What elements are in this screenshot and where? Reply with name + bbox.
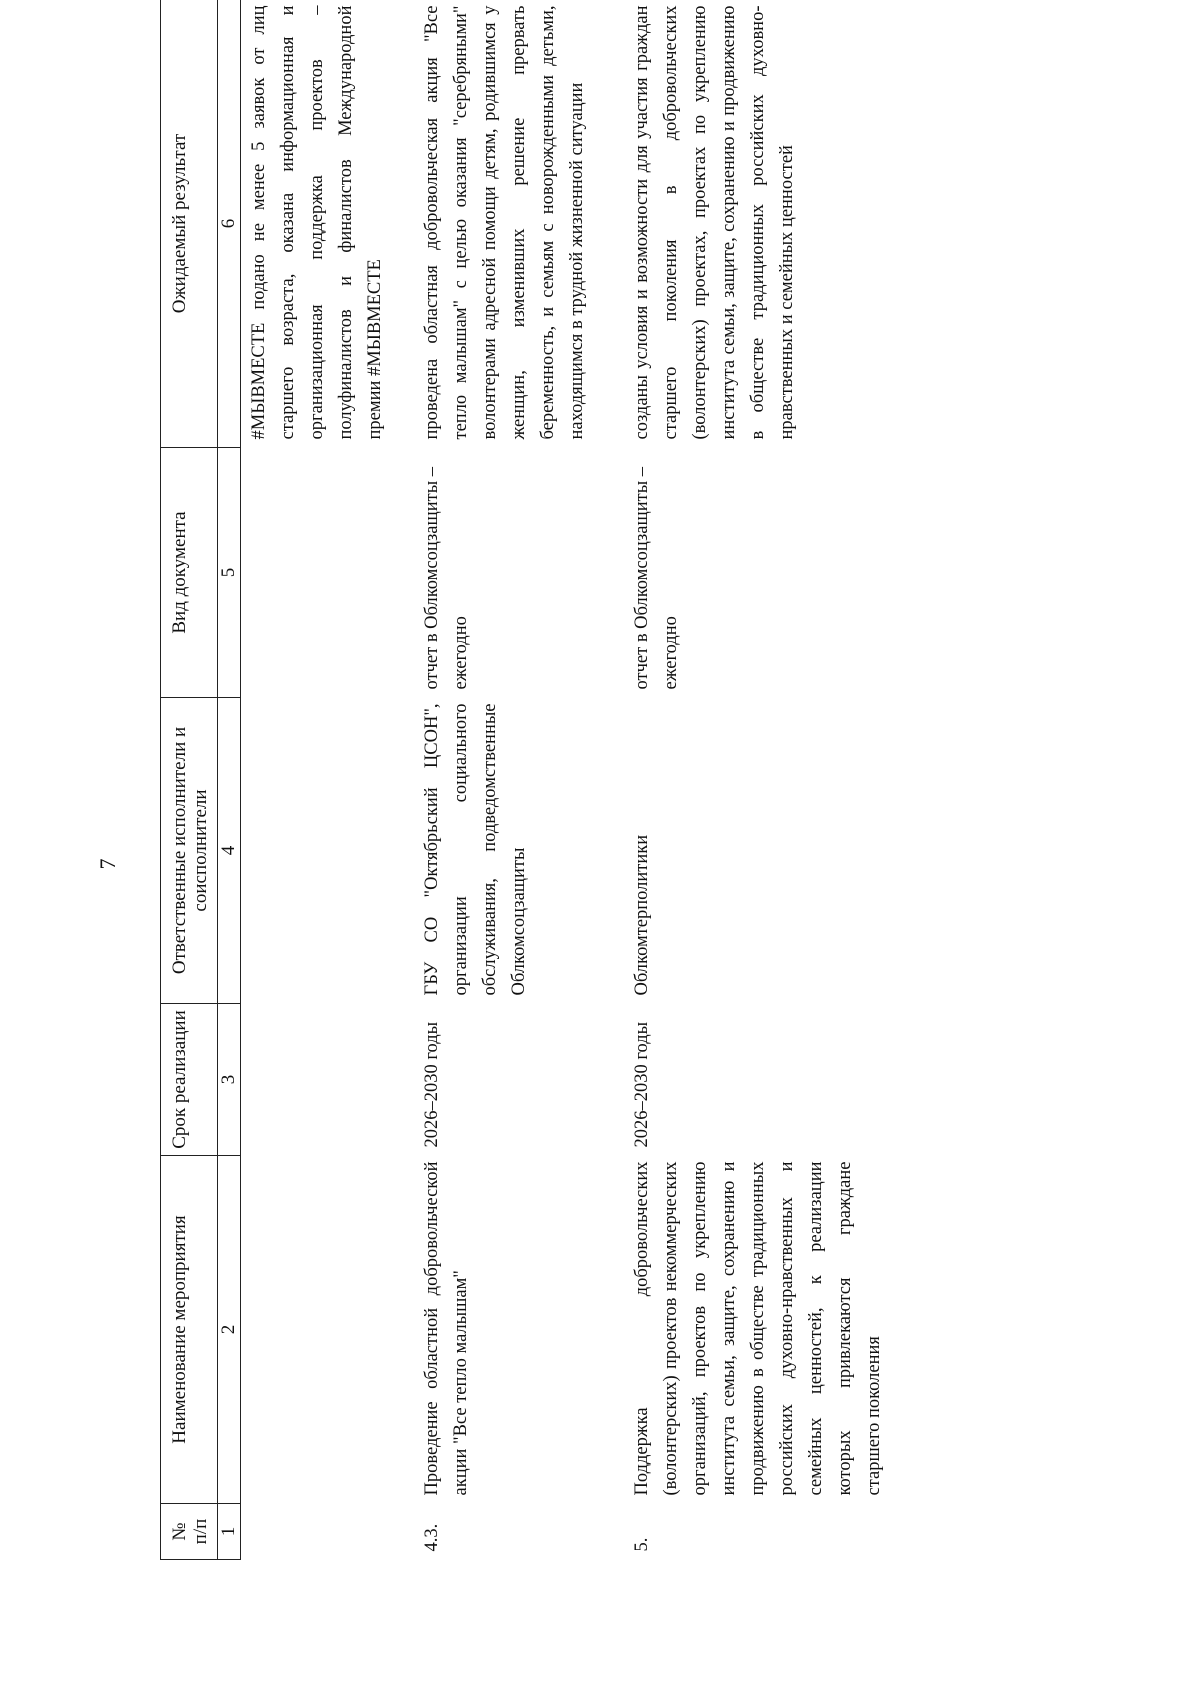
header-row [161, 0, 218, 1560]
col-number: 1 [218, 1504, 241, 1560]
row-number [241, 1504, 405, 1560]
table-row [241, 0, 405, 1560]
table-row [612, 0, 889, 1560]
row-number: 4.3. [422, 1523, 442, 1552]
col-number: 4 [218, 698, 241, 1004]
col-header-doc: Вид документа [161, 448, 218, 698]
row-result: #МЫВМЕСТЕ подано не менее 5 заявок от лиц старшего возраста, оказана информационная и организационная поддержка проектов – полуфиналистов и финалистов Международной премии #МЫВМЕСТЕ [249, 5, 385, 440]
col-header-executors: Ответственные исполнители и соисполнители [161, 698, 218, 1004]
page-number: 7 [95, 858, 120, 870]
row-name: Проведение областной добровольческой акции "Все тепло малышам" [422, 1161, 471, 1496]
rotated-page [160, 0, 1180, 1560]
measures-table [160, 0, 889, 1560]
row-executors: ГБУ СО "Октябрьский ЦСОН", организации социального обслуживания, подведомственные Облкомсоцзащиты [422, 703, 529, 996]
row-result: созданы условия и возможности для участия граждан старшего поколения в добровольческих (волонтерских) проектах, проектах по укреплению института семьи, защите, сохранению и продвижению в обществе традиционных российских духовно-нравственных и семейных ценностей [632, 5, 797, 440]
row-result: проведена областная добровольческая акция "Все тепло малышам" с целью оказания "серебряными" волонтерами адресной помощи детям, родившимся у женщин, изменивших решение прервать беременность, и семьям с новорожденными детьми, находящимся в трудной жизненной ситуации [422, 5, 587, 440]
col-number: 5 [218, 448, 241, 698]
col-number: 6 [218, 0, 241, 448]
col-header-result: Ожидаемый результат [161, 0, 218, 448]
row-executors [241, 698, 405, 1004]
row-term: 2026–2030 годы [632, 1021, 652, 1148]
row-doc [241, 448, 405, 698]
col-header-num: № п/п [161, 1504, 218, 1560]
row-term [241, 1004, 405, 1156]
row-number: 5. [632, 1537, 652, 1552]
col-number: 2 [218, 1156, 241, 1504]
row-doc: отчет в Облкомсоцзащиты – ежегодно [632, 466, 681, 690]
col-header-term: Срок реализации [161, 1004, 218, 1156]
row-doc: отчет в Облкомсоцзащиты – ежегодно [422, 466, 471, 690]
row-name [241, 1156, 405, 1504]
row-term: 2026–2030 годы [422, 1021, 442, 1148]
row-executors: Облкомтерполитики [632, 834, 652, 996]
col-number: 3 [218, 1004, 241, 1156]
table-row [404, 0, 612, 1560]
col-header-name: Наименование мероприятия [161, 1156, 218, 1504]
column-numbers-row [218, 0, 241, 1560]
row-name: Поддержка добровольческих (волонтерских) проектов некоммерческих организаций, проектов по укреплению института семьи, защите, сохранению и продвижению в обществе традиционных российских духовно-нравственных и семейных ценностей, к реализации которых привлекаются граждане старшего поколения [632, 1161, 884, 1496]
